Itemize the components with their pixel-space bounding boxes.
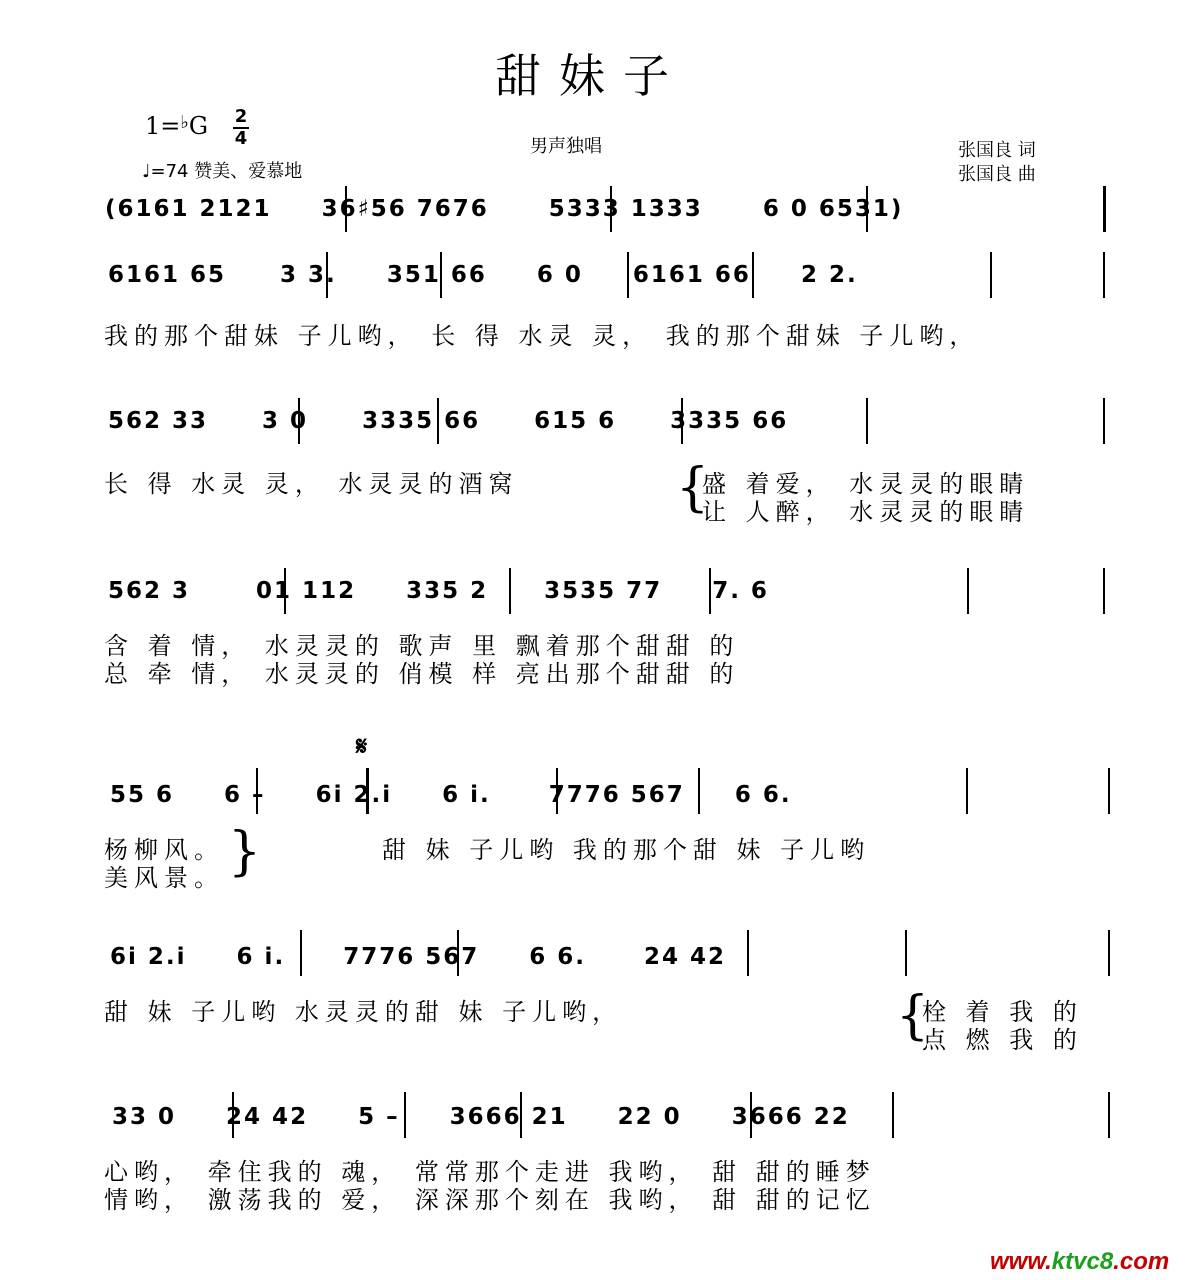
composer-credit: 张国良 曲 <box>958 164 1036 185</box>
site-watermark: www.ktvc8.com <box>990 1248 1170 1275</box>
measure: 24 42 <box>644 944 727 970</box>
measure: 6 i. <box>442 782 491 808</box>
measure: 562 33 <box>108 408 209 434</box>
barline <box>1103 252 1105 298</box>
barline <box>1108 1092 1110 1138</box>
measure: 3666 22 <box>731 1104 850 1130</box>
barline <box>892 1092 894 1138</box>
measure: 6i 2.i <box>315 782 393 808</box>
flat-sign: ♭ <box>180 112 189 133</box>
barline <box>905 930 907 976</box>
barline <box>610 186 612 232</box>
verse-brace: { <box>676 458 710 518</box>
measure: 36♯56 7676 <box>321 196 489 222</box>
measure: 7. 6 <box>712 578 769 604</box>
lyrics-line: 长 得 水灵 灵， 水灵灵的酒窝 <box>104 470 519 498</box>
barline <box>750 1092 752 1138</box>
measure: 3 3. <box>280 262 337 288</box>
measure: 3 0 <box>262 408 309 434</box>
lyrics-verse-2: 让 人醉， 水灵灵的眼睛 <box>702 498 1030 526</box>
barline <box>300 930 302 976</box>
time-bottom: 4 <box>234 128 248 149</box>
segno-sign: 𝄋 <box>356 732 368 762</box>
performance-note: 男声独唱 <box>530 136 602 157</box>
measure: 335 2 <box>406 578 489 604</box>
barline <box>437 398 439 444</box>
lyricist-credit: 张国良 词 <box>958 140 1036 161</box>
measure: 615 6 <box>534 408 617 434</box>
notation-row <box>110 944 748 970</box>
measure: 3535 77 <box>544 578 663 604</box>
measure: 7776 567 <box>548 782 685 808</box>
barline <box>404 1092 406 1138</box>
barline <box>709 568 711 614</box>
barline <box>967 568 969 614</box>
lyrics-line: 美风景。 <box>104 864 224 892</box>
notation-row <box>108 578 791 604</box>
lyrics-verse-2: 点 燃 我 的 <box>922 1026 1083 1054</box>
measure: 01 112 <box>256 578 357 604</box>
barline <box>681 398 683 444</box>
barline <box>698 768 700 814</box>
verse-brace: } <box>228 822 262 882</box>
key-signature <box>145 112 208 140</box>
measure: 6 6. <box>734 782 792 808</box>
measure: 6 – <box>224 782 266 808</box>
measure: 5 – <box>358 1104 400 1130</box>
measure: 6 i. <box>236 944 286 970</box>
barline <box>1108 930 1110 976</box>
measure: 351 66 <box>386 262 487 288</box>
notation-row <box>110 782 814 808</box>
verse-brace: { <box>896 986 930 1046</box>
lyrics-line: 总 牵 情， 水灵灵的 俏模 样 亮出那个甜甜 的 <box>104 660 740 688</box>
measure: 6161 65 <box>108 262 227 288</box>
lyrics-line: 情哟， 激荡我的 爱， 深深那个刻在 我哟， 甜 甜的记忆 <box>104 1186 876 1214</box>
measure: 6 0 <box>536 262 583 288</box>
page-title: 甜妹子 <box>495 49 687 103</box>
measure: 24 42 <box>226 1104 309 1130</box>
lyrics-verse-1: 盛 着爱， 水灵灵的眼睛 <box>702 470 1030 498</box>
barline <box>366 768 369 814</box>
measure: 22 0 <box>617 1104 682 1130</box>
barline <box>440 252 442 298</box>
barline <box>509 568 511 614</box>
measure: 5333 1333 <box>548 196 703 222</box>
measure: 2 2. <box>800 262 858 288</box>
time-signature <box>233 108 249 148</box>
measure: 6 0 6531) <box>762 196 904 222</box>
lyrics-verse-1: 栓 着 我 的 <box>922 998 1083 1026</box>
lyrics-line: 甜 妹 子儿哟 我的那个甜 妹 子儿哟 <box>382 836 871 864</box>
measure: 562 3 <box>108 578 191 604</box>
barline <box>1103 398 1105 444</box>
barline <box>326 252 328 298</box>
barline <box>747 930 749 976</box>
barline <box>298 398 300 444</box>
barline <box>752 252 754 298</box>
lyrics-line: 心哟， 牵住我的 魂， 常常那个走进 我哟， 甜 甜的睡梦 <box>104 1158 876 1186</box>
measure: 7776 567 <box>343 944 480 970</box>
measure: 6161 66 <box>632 262 751 288</box>
barline <box>284 568 286 614</box>
barline <box>866 398 868 444</box>
barline <box>556 768 558 814</box>
measure: 3335 66 <box>670 408 789 434</box>
key-note: G <box>188 112 209 140</box>
lyrics-line: 我的那个甜妹 子儿哟， 长 得 水灵 灵， 我的那个甜妹 子儿哟， <box>104 322 980 350</box>
measure: 33 0 <box>112 1104 177 1130</box>
barline <box>1103 186 1106 232</box>
time-top: 2 <box>234 106 248 127</box>
barline <box>1103 568 1105 614</box>
lyrics-line: 杨柳风。 <box>104 836 224 864</box>
barline <box>345 186 347 232</box>
barline <box>1108 768 1110 814</box>
barline <box>457 930 459 976</box>
measure: 55 6 <box>110 782 175 808</box>
notation-row <box>108 262 880 288</box>
barline <box>232 1092 234 1138</box>
lyrics-line: 甜 妹 子儿哟 水灵灵的甜 妹 子儿哟， <box>104 998 623 1026</box>
barline <box>866 186 868 232</box>
barline <box>256 768 258 814</box>
tempo-marking: ♩=74 赞美、爱慕地 <box>142 161 303 182</box>
measure: (6161 2121 <box>105 196 272 222</box>
measure: 3335 66 <box>362 408 481 434</box>
key-prefix: 1= <box>145 112 181 140</box>
barline <box>627 252 629 298</box>
measure: 6 6. <box>529 944 587 970</box>
lyrics-line: 含 着 情， 水灵灵的 歌声 里 飘着那个甜甜 的 <box>104 632 740 660</box>
barline <box>520 1092 522 1138</box>
notation-row <box>108 408 810 434</box>
barline <box>990 252 992 298</box>
measure: 3666 21 <box>449 1104 568 1130</box>
notation-row <box>112 1104 872 1130</box>
barline <box>966 768 968 814</box>
measure: 6i 2.i <box>110 944 187 970</box>
notation-row-intro <box>105 196 925 222</box>
